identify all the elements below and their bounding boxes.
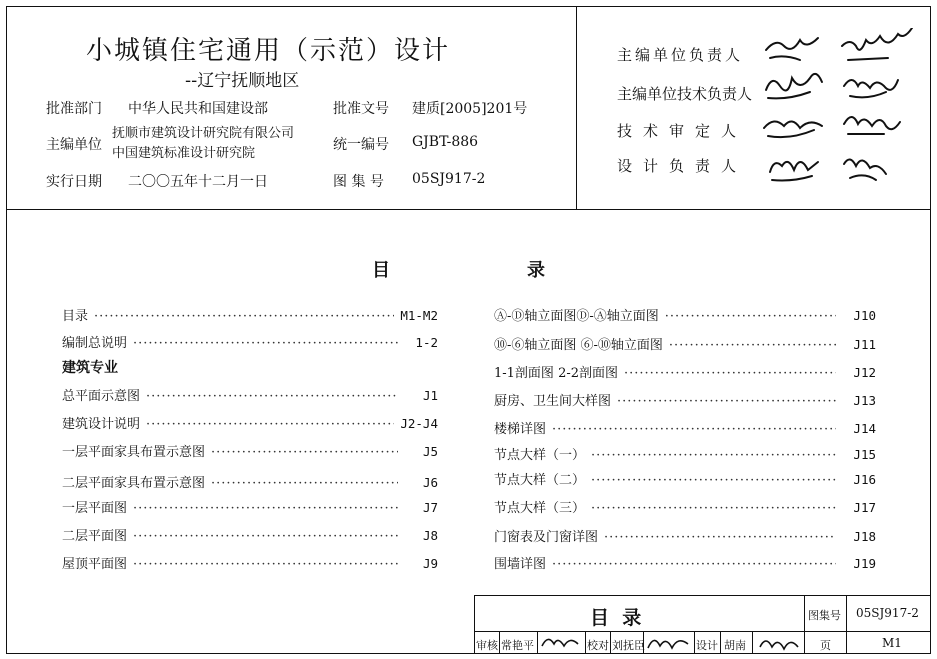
cell-divider (585, 631, 586, 654)
toc-item-label: 一层平面图 (62, 501, 128, 516)
toc-item-page: J12 (853, 365, 876, 380)
approval-dept-value: 中华人民共和国建设部 (128, 101, 268, 117)
review-signature (539, 632, 584, 654)
atlas-value: 05SJ917-2 (856, 606, 919, 620)
toc-section-architecture: 建筑专业 (62, 360, 118, 376)
toc-item-page: J11 (853, 337, 876, 352)
toc-leader-dots (133, 529, 398, 544)
toc-item[interactable] (62, 385, 438, 403)
toc-leader-dots (94, 309, 394, 324)
toc-item[interactable] (494, 553, 876, 571)
cell-divider (537, 631, 538, 654)
toc-leader-dots (669, 338, 836, 353)
role-chief-unit-head: 主编单位负责人 (617, 46, 744, 64)
design-signature (756, 632, 802, 654)
toc-item-page: J19 (853, 556, 876, 571)
toc-item-label: 围墙详图 (494, 557, 547, 572)
toc-leader-dots (617, 394, 836, 409)
check-signature (645, 632, 693, 654)
toc-item-page: M1-M2 (400, 308, 438, 323)
page-title: 小城镇住宅通用（示范）设计 (86, 36, 451, 66)
toc-leader-dots (146, 389, 398, 404)
toc-leader-dots (624, 366, 836, 381)
chief-unit-value-1: 抚顺市建筑设计研究院有限公司 (112, 126, 295, 141)
chief-unit-value-2: 中国建筑标准设计研究院 (112, 146, 256, 161)
toc-leader-dots (591, 448, 836, 463)
atlas-no-value: 05SJ917-2 (412, 171, 486, 187)
signature-3b (844, 117, 900, 134)
toc-item[interactable] (494, 444, 876, 462)
toc-leader-dots (133, 557, 398, 572)
toc-item-page: J2-J4 (400, 416, 438, 431)
cell-divider (720, 631, 721, 654)
role-design-lead: 设计负责人 (617, 157, 748, 175)
toc-item-label: 节点大样（二） (494, 473, 586, 488)
toc-item-label: 节点大样（三） (494, 501, 586, 516)
toc-item-general-notes[interactable] (62, 332, 438, 350)
toc-item-label: 建筑设计说明 (62, 417, 141, 432)
toc-item-page: J15 (853, 447, 876, 462)
check-name: 刘抚臣 (612, 639, 645, 652)
toc-item-page: J9 (422, 556, 438, 571)
signature-4b (844, 159, 886, 180)
toc-leader-dots (604, 530, 836, 545)
toc-item-label: 节点大样（一） (494, 448, 586, 463)
atlas-label: 图集号 (808, 609, 841, 622)
toc-item[interactable] (494, 497, 876, 515)
toc-item-label: ⑩-⑥轴立面图 ⑥-⑩轴立面图 (494, 338, 663, 353)
toc-leader-dots (665, 309, 836, 324)
toc-item-page: J17 (853, 500, 876, 515)
signature-1b (842, 28, 912, 60)
toc-item-label: 总平面示意图 (62, 389, 141, 404)
toc-leader-dots (591, 473, 836, 488)
toc-item-label: 1-1剖面图 2-2剖面图 (494, 366, 619, 381)
toc-leader-dots (133, 336, 398, 351)
toc-leader-dots (211, 476, 398, 491)
toc-item-label: 厨房、卫生间大样图 (494, 394, 612, 409)
header-divider (6, 209, 931, 210)
cell-divider (499, 631, 500, 654)
check-label: 校对 (587, 639, 609, 652)
approval-doc-value: 建质[2005]201号 (412, 101, 528, 117)
cell-divider (752, 631, 753, 654)
toc-item-page: J14 (853, 421, 876, 436)
toc-leader-dots (591, 501, 836, 516)
toc-item-page: J6 (422, 475, 438, 490)
toc-item-contents[interactable] (62, 305, 438, 323)
signature-area (760, 28, 930, 198)
unified-no-label: 统一编号 (333, 137, 389, 153)
toc-item-page: J1 (422, 388, 438, 403)
toc-item-page: J16 (853, 472, 876, 487)
toc-item[interactable] (62, 525, 438, 543)
toc-heading-left: 目 (372, 260, 390, 281)
toc-item[interactable] (494, 390, 876, 408)
toc-item[interactable] (494, 305, 876, 323)
toc-item-label: Ⓐ-Ⓓ轴立面图Ⓓ-Ⓐ轴立面图 (494, 309, 659, 324)
toc-item-label: 门窗表及门窗详图 (494, 530, 599, 545)
design-label: 设计 (696, 639, 718, 652)
toc-item-label: 编制总说明 (62, 336, 128, 351)
title-block-title: 目 录 (590, 607, 642, 629)
toc-item-page: J7 (422, 500, 438, 515)
toc-item[interactable] (62, 553, 438, 571)
cell-divider (610, 631, 611, 654)
toc-item[interactable] (494, 526, 876, 544)
signature-4a (770, 162, 818, 181)
title-block-col-divider-1 (804, 595, 805, 654)
toc-leader-dots (133, 501, 398, 516)
signature-3a (764, 121, 822, 137)
toc-item[interactable] (62, 497, 438, 515)
toc-item-page: J8 (422, 528, 438, 543)
review-name: 常艳平 (501, 639, 534, 652)
signature-2a (766, 74, 822, 99)
toc-item[interactable] (494, 362, 876, 380)
role-chief-unit-tech-head: 主编单位技术负责人 (617, 85, 753, 103)
title-block-col-divider-2 (846, 595, 847, 654)
chief-unit-label: 主编单位 (46, 137, 102, 153)
toc-item-page: J18 (853, 529, 876, 544)
toc-item-label: 一层平面家具布置示意图 (62, 445, 206, 460)
toc-leader-dots (211, 445, 398, 460)
approval-dept-label: 批准部门 (46, 101, 102, 117)
design-name: 胡南 (724, 639, 746, 652)
page-label: 页 (820, 639, 831, 652)
toc-item-label: 二层平面家具布置示意图 (62, 476, 206, 491)
toc-item-page: J5 (422, 444, 438, 459)
signature-2b (844, 80, 898, 97)
signature-1a (766, 38, 818, 60)
role-technical-reviewer: 技术审定人 (617, 122, 748, 140)
unified-no-value: GJBT-886 (412, 134, 479, 150)
toc-item[interactable] (62, 472, 438, 490)
toc-item-label: 二层平面图 (62, 529, 128, 544)
toc-item-page: J13 (853, 393, 876, 408)
effective-date-value: 二〇〇五年十二月一日 (128, 174, 268, 190)
header-split (576, 6, 577, 210)
cell-divider (694, 631, 695, 654)
toc-item-label: 屋顶平面图 (62, 557, 128, 572)
toc-item-label: 目录 (62, 309, 89, 324)
approval-doc-label: 批准文号 (333, 101, 389, 117)
page-subtitle: --辽宁抚顺地区 (185, 71, 300, 91)
toc-item-page: J10 (853, 308, 876, 323)
toc-item[interactable] (494, 418, 876, 436)
toc-item-page: 1-2 (415, 335, 438, 350)
toc-leader-dots (552, 422, 836, 437)
toc-item-label: 楼梯详图 (494, 422, 547, 437)
toc-item[interactable] (494, 469, 876, 487)
toc-heading-right: 录 (527, 260, 545, 281)
review-label: 审核 (476, 639, 498, 652)
effective-date-label: 实行日期 (46, 174, 102, 190)
toc-item[interactable] (62, 413, 438, 431)
toc-leader-dots (552, 557, 836, 572)
page-value: M1 (882, 636, 902, 650)
atlas-no-label: 图 集 号 (333, 174, 384, 190)
toc-item[interactable] (62, 441, 438, 459)
toc-item[interactable] (494, 334, 876, 352)
toc-leader-dots (146, 417, 394, 432)
